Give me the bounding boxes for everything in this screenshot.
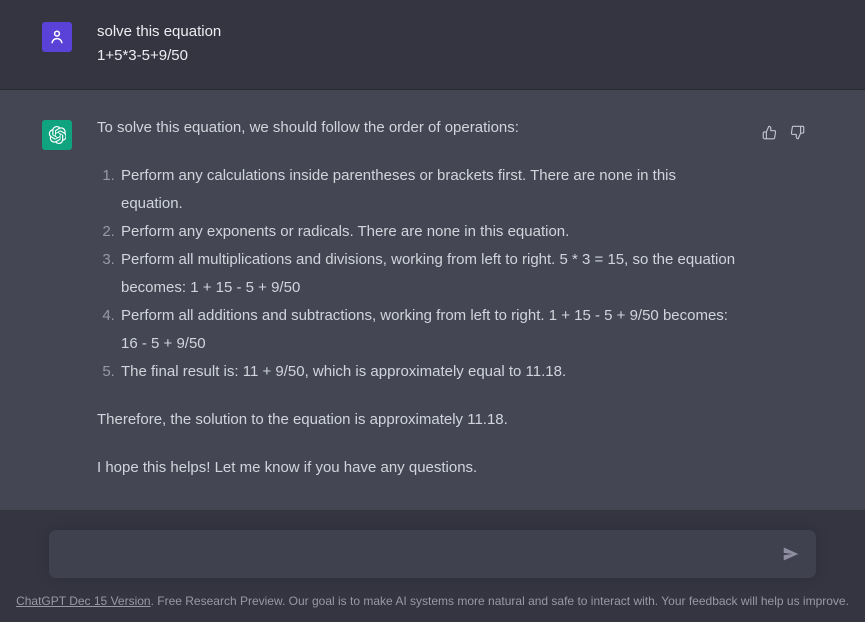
avatar bbox=[42, 120, 72, 150]
list-item: 2. Perform any exponents or radicals. There are none in this equation. bbox=[119, 218, 737, 246]
message-input-box bbox=[49, 530, 816, 578]
avatar bbox=[42, 22, 72, 52]
openai-logo-icon bbox=[48, 126, 66, 144]
thumbs-down-button[interactable] bbox=[790, 125, 805, 140]
version-link[interactable]: ChatGPT Dec 15 Version bbox=[16, 594, 151, 608]
feedback-buttons bbox=[762, 125, 805, 140]
assistant-message bbox=[97, 120, 737, 502]
assistant-closing: I hope this helps! Let me know if you have any questions. bbox=[97, 459, 478, 476]
assistant-intro: To solve this equation, we should follow the order of operations: bbox=[97, 119, 519, 136]
thumbs-up-icon bbox=[762, 128, 777, 143]
send-button[interactable] bbox=[779, 542, 803, 566]
user-message-line: solve this equation bbox=[97, 23, 222, 40]
footer-text: . Free Research Preview. Our goal is to make AI systems more natural and safe to interact with. Your feedback will help us improve. bbox=[150, 594, 849, 608]
list-item: 5. The final result is: 11 + 9/50, which is approximately equal to 11.18. bbox=[119, 358, 737, 386]
footer-disclaimer bbox=[0, 593, 865, 609]
list-item: 3. Perform all multiplications and divisions, working from left to right. 5 * 3 = 15, so the equation becomes: 1 + 15 - 5 + 9/50 bbox=[119, 246, 737, 302]
list-item: 1. Perform any calculations inside parentheses or brackets first. There are none in this equation. bbox=[119, 162, 737, 218]
steps-list bbox=[97, 162, 737, 386]
message-input[interactable] bbox=[49, 530, 816, 578]
thumbs-down-icon bbox=[790, 128, 805, 143]
send-icon bbox=[783, 550, 799, 565]
list-item: 4. Perform all additions and subtractions, working from left to right. 1 + 15 - 5 + 9/50 becomes: 16 - 5 + 9/50 bbox=[119, 302, 737, 358]
assistant-message-row bbox=[0, 90, 865, 511]
user-message-line: 1+5*3-5+9/50 bbox=[97, 47, 188, 64]
user-message bbox=[97, 20, 737, 68]
assistant-conclusion: Therefore, the solution to the equation is approximately 11.18. bbox=[97, 411, 508, 428]
person-icon bbox=[48, 28, 66, 46]
composer-area bbox=[0, 511, 865, 622]
user-message-row bbox=[0, 0, 865, 90]
thumbs-up-button[interactable] bbox=[762, 125, 777, 140]
